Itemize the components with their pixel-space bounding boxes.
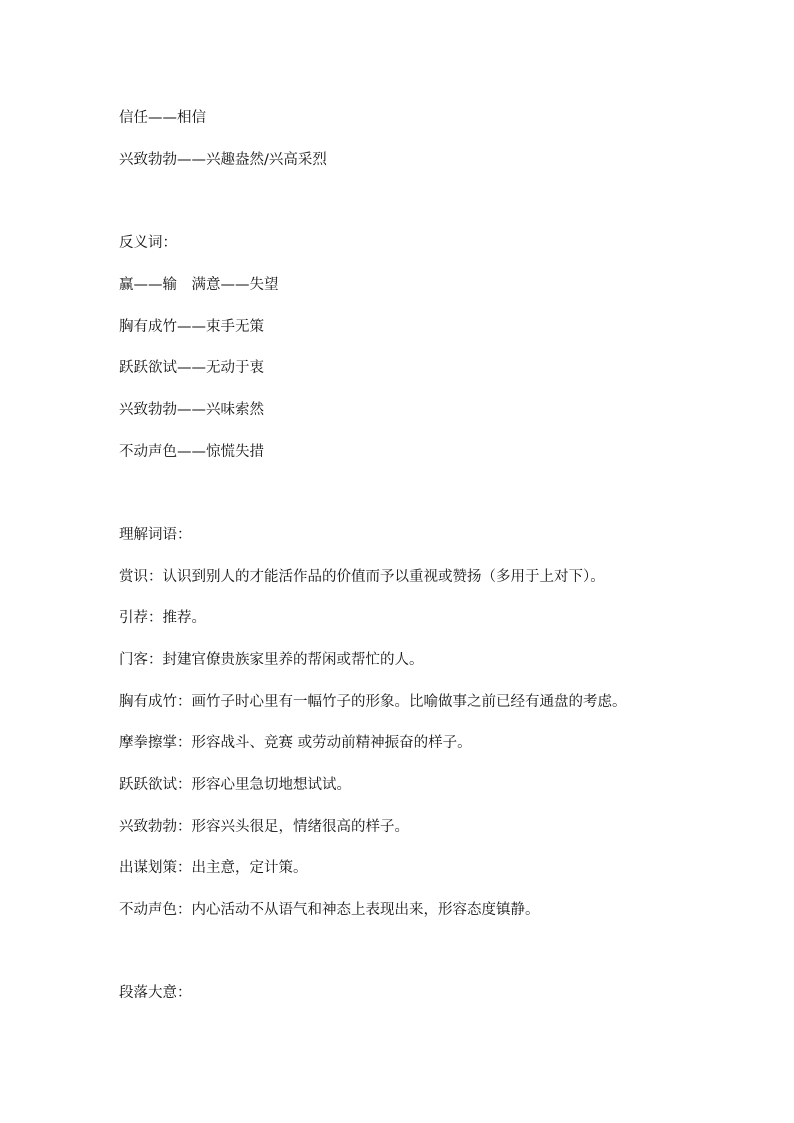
vocabulary-item: 门客：封建官僚贵族家里养的帮闲或帮忙的人。 xyxy=(119,652,424,668)
vocabulary-item: 出谋划策：出主意，定计策。 xyxy=(119,860,308,876)
antonyms-heading: 反义词： xyxy=(119,235,177,251)
vocabulary-item: 不动声色：内心活动不从语气和神态上表现出来，形容态度镇静。 xyxy=(119,902,540,918)
synonym-line: 兴致勃勃——兴趣盎然/兴高采烈 xyxy=(119,152,327,168)
antonym-line: 赢——输 满意——失望 xyxy=(119,277,279,293)
antonym-line: 跃跃欲试——无动于衷 xyxy=(119,360,264,376)
vocabulary-item: 引荐：推荐。 xyxy=(119,610,206,626)
antonym-line: 不动声色——惊慌失措 xyxy=(119,444,264,460)
synonym-line: 信任——相信 xyxy=(119,110,206,126)
antonym-line: 胸有成竹——束手无策 xyxy=(119,319,264,335)
vocabulary-item: 兴致勃勃：形容兴头很足，情绪很高的样子。 xyxy=(119,819,409,835)
antonym-line: 兴致勃勃——兴味索然 xyxy=(119,402,264,418)
vocabulary-item: 跃跃欲试：形容心里急切地想试试。 xyxy=(119,777,351,793)
vocabulary-heading: 理解词语： xyxy=(119,527,192,543)
paragraph-summary-heading: 段落大意： xyxy=(119,985,192,1001)
vocabulary-item: 摩拳擦掌：形容战斗、竞赛 或劳动前精神振奋的样子。 xyxy=(119,735,472,751)
vocabulary-item: 赏识：认识到别人的才能活作品的价值而予以重视或赞扬（多用于上对下）。 xyxy=(119,569,605,585)
vocabulary-item: 胸有成竹：画竹子时心里有一幅竹子的形象。比喻做事之前已经有通盘的考虑。 xyxy=(119,694,627,710)
